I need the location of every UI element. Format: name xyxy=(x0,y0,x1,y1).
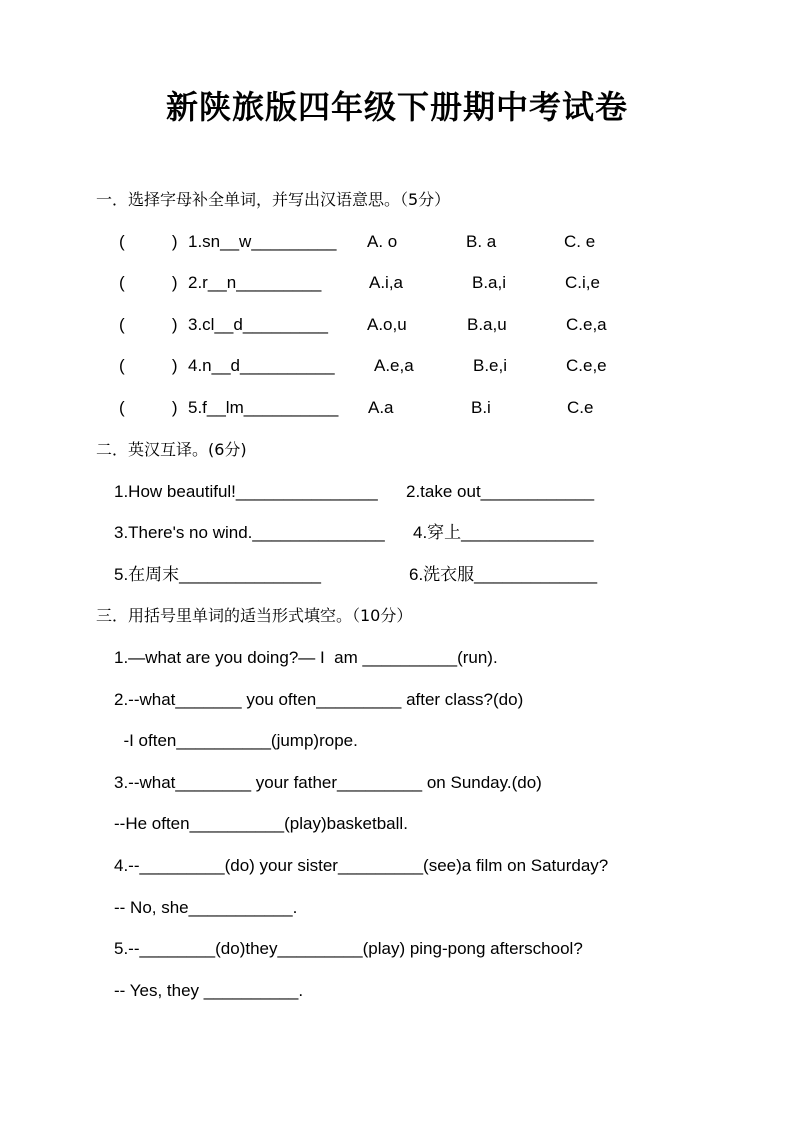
fill-blank-line: -- Yes, they __________. xyxy=(114,981,304,1000)
option-b: B.a,u xyxy=(467,315,507,334)
fill-blank-line: 3.--what________ your father_________ on Sunday.(do) xyxy=(114,773,542,792)
option-c: C.e,e xyxy=(566,356,607,375)
question-stem: 4.n__d__________ xyxy=(188,356,335,375)
option-c: C.i,e xyxy=(565,273,600,292)
option-c: C.e,a xyxy=(566,315,607,334)
option-c: C.e xyxy=(567,398,594,417)
option-b: B. a xyxy=(466,232,497,251)
answer-paren[interactable]: ( ) xyxy=(119,356,178,375)
option-a: A.e,a xyxy=(374,356,414,375)
section2-heading: 二．英汉互译。(6分) xyxy=(96,440,247,459)
translation-item: 6.洗衣服_____________ xyxy=(409,565,598,584)
answer-paren[interactable]: ( ) xyxy=(119,273,178,292)
fill-blank-line: -- No, she___________. xyxy=(114,898,298,917)
answer-paren[interactable]: ( ) xyxy=(119,232,178,251)
question-stem: 1.sn__w_________ xyxy=(188,232,337,251)
question-stem: 2.r__n_________ xyxy=(188,273,322,292)
option-b: B.i xyxy=(471,398,491,417)
fill-blank-line: 2.--what_______ you often_________ after class?(do) xyxy=(114,690,524,709)
answer-paren[interactable]: ( ) xyxy=(119,398,178,417)
question-stem: 5.f__lm__________ xyxy=(188,398,339,417)
translation-item: 5.在周末_______________ xyxy=(114,565,321,584)
translation-item: 1.How beautiful!_______________ xyxy=(114,482,378,501)
fill-blank-line: 5.--________(do)they_________(play) ping-pong afterschool? xyxy=(114,939,583,958)
question-stem: 3.cl__d_________ xyxy=(188,315,328,334)
fill-blank-line: -I often__________(jump)rope. xyxy=(114,731,358,750)
option-a: A.i,a xyxy=(369,273,404,292)
translation-item: 4.穿上______________ xyxy=(413,523,594,542)
fill-blank-line: 1.—what are you doing?— I am __________(run). xyxy=(114,648,498,667)
fill-blank-line: --He often__________(play)basketball. xyxy=(114,814,408,833)
option-a: A.a xyxy=(368,398,394,417)
answer-paren[interactable]: ( ) xyxy=(119,315,178,334)
translation-item: 2.take out____________ xyxy=(406,482,595,501)
option-a: A.o,u xyxy=(367,315,407,334)
option-c: C. e xyxy=(564,232,596,251)
option-a: A. o xyxy=(367,232,398,251)
option-b: B.a,i xyxy=(472,273,507,292)
section1-heading: 一．选择字母补全单词，并写出汉语意思。（5分） xyxy=(96,190,451,209)
section3-heading: 三．用括号里单词的适当形式填空。（10分） xyxy=(96,606,413,625)
translation-item: 3.There's no wind.______________ xyxy=(114,523,385,542)
fill-blank-line: 4.--_________(do) your sister_________(see)a film on Saturday? xyxy=(114,856,609,875)
option-b: B.e,i xyxy=(473,356,508,375)
page-title: 新陕旅版四年级下册期中考试卷 xyxy=(165,88,628,126)
